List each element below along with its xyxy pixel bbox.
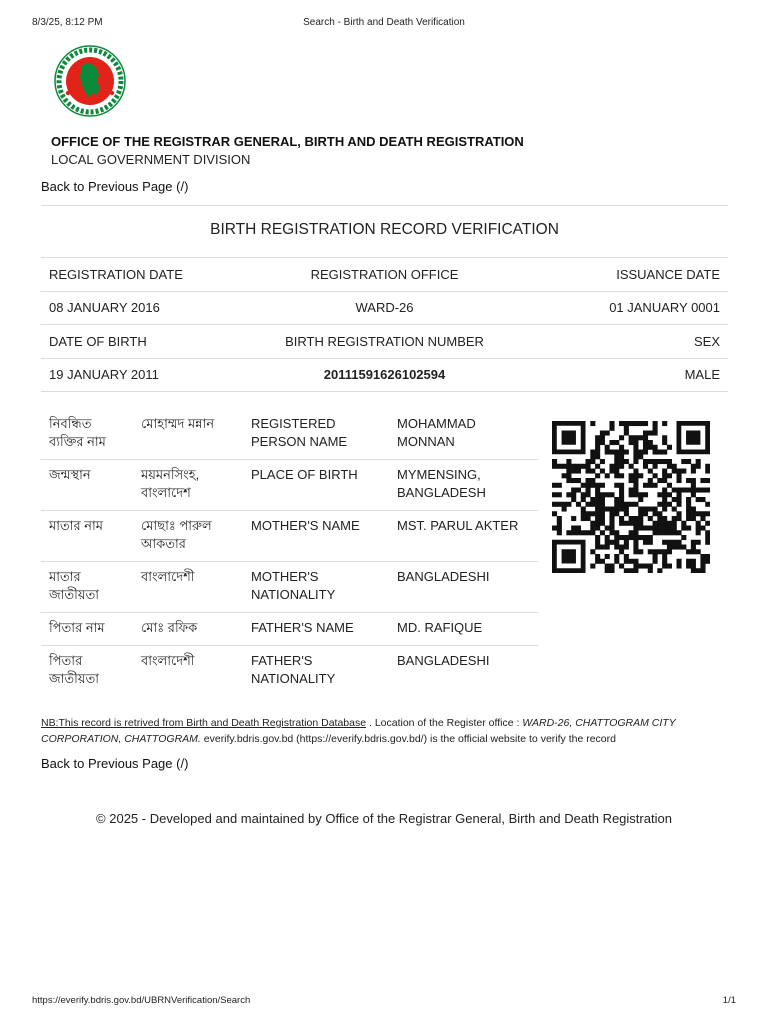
en-label: MOTHER'S NATIONALITY (243, 562, 389, 613)
org-subtitle: LOCAL GOVERNMENT DIVISION (51, 152, 251, 167)
bn-label: জন্মস্থান (41, 460, 133, 511)
print-header (32, 17, 736, 31)
birth-registration-number-value: 20111591626102594 (251, 358, 518, 392)
date-of-birth-value: 19 JANUARY 2011 (41, 358, 251, 392)
registration-date-value: 08 JANUARY 2016 (41, 291, 251, 325)
table-row (41, 325, 728, 359)
table-row (41, 613, 538, 646)
en-value: BANGLADESHI (397, 653, 490, 668)
en-label: MOTHER'S NAME (243, 511, 389, 562)
table-row (41, 409, 538, 460)
bn-label: নিবন্ধিত ব্যক্তির নাম (41, 409, 133, 460)
print-datetime: 8/3/25, 8:12 PM (32, 17, 103, 28)
issuance-date-label: ISSUANCE DATE (518, 258, 728, 292)
print-footer (32, 995, 736, 1006)
government-seal-logo (52, 45, 128, 117)
table-row (41, 646, 538, 697)
en-value: MST. PARUL AKTER (389, 511, 538, 562)
back-to-previous-page-link[interactable]: Back to Previous Page (/) (41, 179, 189, 194)
note-location-prefix: . Location of the Register office : (366, 717, 523, 729)
note-location: WARD-26, CHATTOGRAM CITY CORPORATION, CHATTOGRAM. (41, 717, 676, 745)
table-row (41, 460, 538, 511)
registration-table (41, 257, 728, 392)
print-page-number: 1/1 (722, 995, 736, 1006)
date-of-birth-label: DATE OF BIRTH (41, 325, 251, 359)
sex-label: SEX (518, 325, 728, 359)
en-value: BANGLADESHI (389, 562, 538, 613)
en-label: FATHER'S NAME (243, 613, 389, 646)
registration-office-value: WARD-26 (251, 291, 518, 325)
birth-registration-number-label: BIRTH REGISTRATION NUMBER (251, 325, 518, 359)
record-note (41, 716, 731, 747)
person-details-table (41, 409, 538, 696)
en-label: REGISTERED PERSON NAME (243, 409, 389, 460)
en-value: MD. RAFIQUE (389, 613, 538, 646)
org-title: OFFICE OF THE REGISTRAR GENERAL, BIRTH AND DEATH REGISTRATION (51, 134, 524, 149)
registration-office-label: REGISTRATION OFFICE (251, 258, 518, 292)
print-url: https://everify.bdris.gov.bd/UBRNVerification/Search (32, 995, 251, 1006)
bn-label: পিতার জাতীয়তা (49, 653, 100, 686)
back-to-previous-page-link-bottom[interactable]: Back to Previous Page (/) (41, 756, 189, 771)
sex-value: MALE (518, 358, 728, 392)
qr-code-icon (552, 421, 710, 573)
section-title: BIRTH REGISTRATION RECORD VERIFICATION (210, 221, 559, 238)
print-doc-title: Search - Birth and Death Verification (303, 17, 465, 28)
divider (41, 205, 728, 206)
en-label: PLACE OF BIRTH (243, 460, 389, 511)
table-row (41, 511, 538, 562)
table-row (41, 258, 728, 292)
bn-label: পিতার নাম (41, 613, 133, 646)
footer-copyright: © 2025 - Developed and maintained by Office of the Registrar General, Birth and Death Registration (96, 811, 672, 826)
table-row (41, 291, 728, 325)
en-value: MOHAMMAD MONNAN (389, 409, 538, 460)
table-row (41, 562, 538, 613)
bn-value: মোহাম্মদ মন্নান (133, 409, 243, 460)
bn-value: মোছাঃ পারুল আকতার (133, 511, 243, 562)
bn-value: মোঃ রফিক (133, 613, 243, 646)
bn-value: বাংলাদেশী (133, 562, 243, 613)
bn-label: মাতার নাম (41, 511, 133, 562)
issuance-date-value: 01 JANUARY 0001 (518, 291, 728, 325)
note-nb-link[interactable]: NB:This record is retrived from Birth and Death Registration Database (41, 717, 367, 729)
registration-date-label: REGISTRATION DATE (41, 258, 251, 292)
en-label: FATHER'S NATIONALITY (251, 653, 336, 686)
bn-label: মাতার জাতীয়তা (41, 562, 133, 613)
bn-value: ময়মনসিংহ, বাংলাদেশ (133, 460, 243, 511)
bn-value: বাংলাদেশী (141, 653, 195, 668)
en-value: MYMENSING, BANGLADESH (389, 460, 538, 511)
note-website: everify.bdris.gov.bd (https://everify.bdris.gov.bd/) is the official website to verify the record (200, 732, 616, 745)
table-row (41, 358, 728, 392)
